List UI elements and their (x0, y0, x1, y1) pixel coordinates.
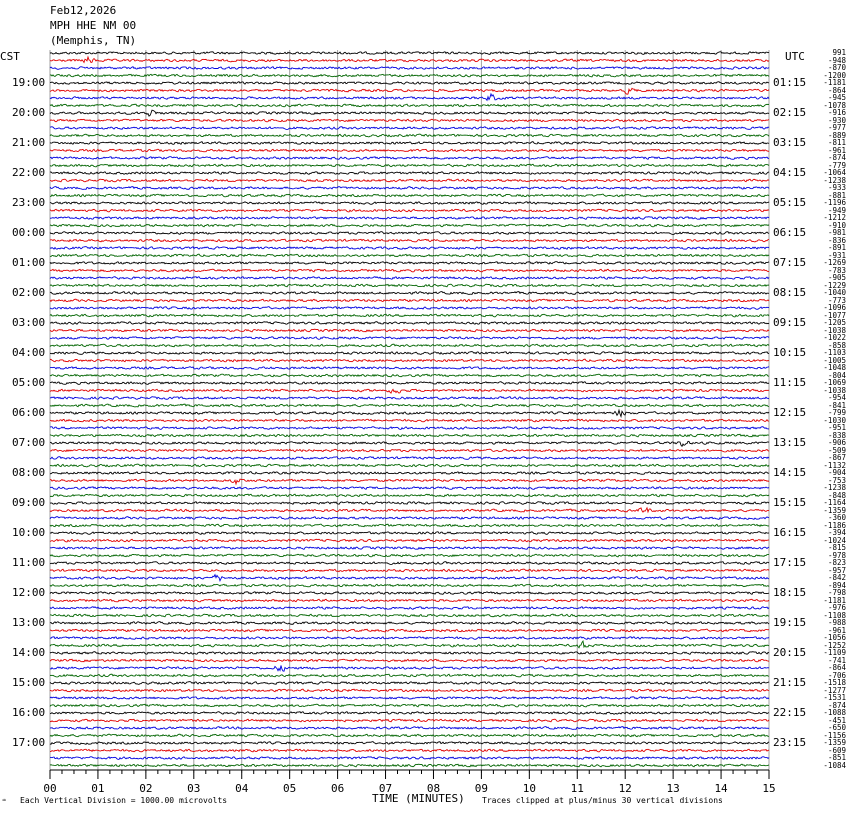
row-value: -1238 (823, 483, 846, 492)
right-hour-label: 11:15 (773, 376, 807, 389)
row-value: -836 (827, 235, 846, 245)
left-hour-label: 11:00 (12, 556, 46, 569)
trace-row-90 (50, 727, 769, 730)
row-value: -1196 (823, 198, 846, 207)
x-tick-label: 07 (378, 782, 393, 795)
trace-row-19 (50, 194, 769, 197)
left-hour-label: 01:00 (12, 256, 46, 269)
row-value: -906 (827, 438, 846, 447)
trace-row-40 (50, 352, 769, 355)
x-tick-label: 09 (474, 782, 489, 795)
right-hour-label: 15:15 (773, 496, 807, 509)
station-label: MPH HHE NM 00 (50, 19, 137, 32)
trace-row-12 (50, 142, 769, 145)
right-hour-label: 10:15 (773, 346, 807, 359)
row-value: -977 (827, 123, 846, 132)
trace-row-63 (50, 524, 769, 527)
row-value: -949 (827, 205, 846, 215)
row-value: -916 (827, 108, 846, 117)
x-tick-label: 11 (570, 782, 584, 795)
x-tick-label: 05 (283, 782, 297, 795)
x-tick-label: 15 (762, 782, 776, 795)
right-timezone-label: UTC (785, 50, 805, 63)
left-hour-label: 07:00 (12, 436, 46, 449)
trace-row-61 (50, 508, 769, 512)
trace-row-26 (50, 247, 769, 250)
row-value: -954 (827, 393, 846, 402)
right-hour-label: 23:15 (773, 736, 807, 749)
row-value: -799 (827, 408, 846, 417)
trace-row-9 (50, 119, 769, 122)
trace-row-37 (50, 329, 769, 332)
left-hour-label: 14:00 (12, 646, 46, 659)
row-value: -1156 (823, 730, 846, 740)
row-value: -783 (827, 265, 846, 275)
row-value: -360 (827, 513, 846, 522)
row-value: -1229 (823, 280, 846, 290)
trace-row-46 (50, 397, 769, 400)
left-hour-label: 20:00 (12, 106, 46, 119)
row-value: -905 (827, 273, 846, 282)
trace-row-76 (50, 622, 769, 625)
trace-row-87 (50, 704, 769, 707)
row-value: -798 (827, 588, 846, 597)
right-hour-label: 21:15 (773, 676, 807, 689)
trace-row-29 (50, 269, 769, 272)
x-tick-label: 03 (187, 782, 201, 795)
trace-row-41 (50, 359, 769, 362)
trace-row-70 (50, 575, 769, 581)
trace-row-8 (50, 110, 769, 116)
trace-row-28 (50, 262, 769, 265)
trace-row-59 (50, 494, 769, 497)
trace-row-77 (50, 629, 769, 632)
trace-row-11 (50, 134, 769, 137)
trace-row-3 (50, 74, 769, 77)
trace-row-79 (50, 641, 769, 648)
row-value: -1069 (823, 378, 846, 387)
trace-row-36 (50, 322, 769, 325)
trace-row-58 (50, 487, 769, 490)
left-hour-label: 05:00 (12, 376, 46, 389)
row-value: -841 (827, 400, 846, 410)
row-value: -1056 (823, 633, 846, 642)
row-value: -1277 (823, 685, 846, 695)
row-value: -842 (827, 573, 846, 582)
trace-row-48 (50, 410, 769, 416)
right-hour-label: 04:15 (773, 166, 807, 179)
left-hour-label: 19:00 (12, 76, 46, 89)
row-value: -804 (827, 370, 846, 380)
row-value: -1096 (823, 303, 846, 312)
row-value: -1088 (823, 708, 846, 717)
row-value: -864 (827, 663, 846, 672)
row-value: -1531 (823, 693, 846, 702)
trace-row-49 (50, 419, 769, 422)
row-value: -1022 (823, 333, 846, 342)
row-value: -889 (827, 130, 846, 140)
trace-row-32 (50, 292, 769, 295)
row-value: -1212 (823, 213, 846, 222)
row-value: -894 (827, 580, 846, 590)
trace-row-44 (50, 382, 769, 385)
left-hour-label: 08:00 (12, 466, 46, 479)
right-hour-label: 12:15 (773, 406, 807, 419)
trace-row-67 (50, 554, 769, 557)
row-value: -1238 (823, 175, 846, 185)
row-value: -609 (827, 745, 846, 755)
right-hour-label: 17:15 (773, 556, 807, 569)
row-value: -988 (827, 618, 846, 627)
row-value: -451 (827, 715, 846, 725)
trace-row-81 (50, 659, 769, 662)
trace-row-71 (50, 584, 769, 587)
x-tick-label: 06 (330, 782, 345, 795)
x-tick-label: 00 (43, 782, 57, 795)
scale-note: Each Vertical Division = 1000.00 microvolts (20, 796, 228, 805)
row-value: -753 (827, 475, 846, 485)
trace-row-94 (50, 757, 769, 760)
row-value: -1064 (823, 168, 846, 177)
left-hour-label: 23:00 (12, 196, 46, 209)
trace-row-2 (50, 67, 769, 70)
trace-row-45 (50, 389, 769, 393)
trace-row-50 (50, 427, 769, 430)
trace-layer (50, 52, 769, 767)
left-timezone-label: CST (0, 50, 20, 63)
trace-row-30 (50, 277, 769, 280)
row-value: -811 (827, 138, 846, 147)
row-value: -957 (827, 565, 846, 575)
trace-row-4 (50, 82, 769, 85)
row-value: -904 (827, 468, 846, 477)
left-hour-label: 22:00 (12, 166, 46, 179)
left-hour-label: 02:00 (12, 286, 46, 299)
trace-row-91 (50, 734, 769, 737)
trace-row-0 (50, 52, 769, 55)
trace-row-62 (50, 517, 769, 520)
row-value: -1181 (823, 78, 846, 87)
trace-row-13 (50, 149, 769, 152)
logo-mark: ♒ (2, 796, 7, 804)
left-hour-label: 03:00 (12, 316, 46, 329)
row-value: -1518 (823, 678, 846, 687)
right-hour-label: 20:15 (773, 646, 807, 659)
row-value: -891 (827, 243, 846, 252)
left-hour-label: 12:00 (12, 586, 46, 599)
trace-row-55 (50, 464, 769, 467)
left-hour-label: 09:00 (12, 496, 46, 509)
row-value: -976 (827, 603, 846, 612)
trace-row-47 (50, 404, 769, 407)
row-value: -931 (827, 250, 846, 260)
row-value: -978 (827, 550, 846, 560)
row-value: -867 (827, 453, 846, 462)
right-hour-label: 13:15 (773, 436, 807, 449)
trace-row-16 (50, 172, 769, 175)
trace-row-78 (50, 637, 769, 640)
row-value: -1084 (823, 760, 846, 770)
trace-row-73 (50, 599, 769, 602)
row-value: -1038 (823, 385, 846, 395)
left-hour-label: 17:00 (12, 736, 46, 749)
trace-row-38 (50, 337, 769, 340)
row-value: -1164 (823, 498, 846, 507)
trace-row-53 (50, 449, 769, 452)
right-hour-label: 08:15 (773, 286, 807, 299)
row-value: -961 (827, 625, 846, 635)
trace-row-42 (50, 367, 769, 370)
row-value: -1048 (823, 363, 846, 372)
x-tick-label: 10 (522, 782, 536, 795)
row-value: -1030 (823, 415, 846, 425)
right-hour-label: 03:15 (773, 136, 807, 149)
x-tick-label: 01 (91, 782, 105, 795)
row-value: -1205 (823, 318, 846, 327)
trace-row-82 (50, 666, 769, 672)
x-tick-label: 08 (426, 782, 441, 795)
row-value: -851 (827, 753, 846, 762)
row-value: -1103 (823, 348, 846, 357)
trace-row-34 (50, 307, 769, 310)
x-tick-label: 04 (235, 782, 249, 795)
trace-row-84 (50, 682, 769, 685)
trace-row-14 (50, 157, 769, 160)
trace-row-85 (50, 689, 769, 692)
row-value: -823 (827, 558, 846, 567)
row-value: -961 (827, 145, 846, 155)
row-value: -1109 (823, 648, 846, 657)
row-value: -773 (827, 295, 846, 305)
date-label: Feb12,2026 (50, 4, 117, 17)
trace-row-60 (50, 502, 769, 505)
trace-row-22 (50, 217, 769, 220)
left-hour-label: 16:00 (12, 706, 46, 719)
trace-row-69 (50, 569, 769, 572)
trace-row-54 (50, 457, 769, 460)
row-value: -948 (827, 55, 846, 65)
row-value: -981 (827, 228, 846, 237)
row-value: -741 (827, 655, 846, 665)
left-hour-label: 06:00 (12, 406, 46, 419)
row-value: -1132 (823, 460, 846, 470)
trace-row-89 (50, 719, 769, 722)
trace-row-51 (50, 434, 769, 437)
right-hour-label: 01:15 (773, 76, 807, 89)
row-value: -1108 (823, 610, 846, 620)
row-value: -864 (827, 85, 846, 95)
row-value: -1359 (823, 738, 846, 747)
trace-row-74 (50, 607, 769, 610)
row-value: -1200 (823, 70, 846, 80)
x-axis-label: TIME (MINUTES) (372, 792, 465, 805)
row-value: -933 (827, 183, 846, 192)
x-tick-label: 12 (618, 782, 632, 795)
left-hour-label: 04:00 (12, 346, 46, 359)
row-value: -509 (827, 445, 846, 455)
row-value: -881 (827, 190, 846, 200)
row-value: -1359 (823, 505, 846, 515)
row-value: -1077 (823, 310, 846, 320)
trace-row-39 (50, 344, 769, 347)
trace-row-6 (50, 94, 769, 100)
trace-row-27 (50, 254, 769, 257)
row-value: -870 (827, 63, 846, 72)
trace-row-68 (50, 562, 769, 565)
trace-row-57 (50, 479, 769, 484)
trace-row-92 (50, 742, 769, 745)
row-value: -910 (827, 220, 846, 230)
right-hour-label: 14:15 (773, 466, 807, 479)
right-hour-label: 09:15 (773, 316, 807, 329)
trace-row-65 (50, 539, 769, 542)
trace-row-86 (50, 697, 769, 700)
row-value: -1252 (823, 640, 846, 650)
trace-row-5 (50, 88, 769, 94)
right-hour-label: 19:15 (773, 616, 807, 629)
row-value: -706 (827, 670, 846, 680)
trace-row-52 (50, 441, 769, 446)
row-value: -394 (827, 528, 846, 537)
row-value: -815 (827, 543, 846, 552)
row-value: -1078 (823, 100, 846, 110)
clip-note: Traces clipped at plus/minus 30 vertical divisions (482, 796, 723, 805)
trace-row-17 (50, 179, 769, 182)
location-label: (Memphis, TN) (50, 34, 137, 47)
trace-row-31 (50, 284, 769, 287)
trace-row-95 (50, 764, 769, 767)
right-hour-label: 18:15 (773, 586, 807, 599)
row-value: -1040 (823, 288, 846, 297)
row-value: -1269 (823, 258, 846, 267)
trace-row-21 (50, 209, 769, 212)
trace-row-18 (50, 187, 769, 190)
row-value: -1024 (823, 535, 846, 545)
trace-row-83 (50, 674, 769, 677)
right-hour-label: 22:15 (773, 706, 807, 719)
trace-row-1 (50, 57, 769, 62)
row-value: 991 (832, 48, 846, 57)
left-hour-label: 00:00 (12, 226, 46, 239)
row-value: -1005 (823, 355, 846, 365)
trace-row-20 (50, 202, 769, 205)
trace-row-80 (50, 652, 769, 655)
row-value: -951 (827, 423, 846, 432)
trace-row-10 (50, 127, 769, 130)
row-value: -838 (827, 430, 846, 440)
row-value: -1038 (823, 325, 846, 335)
x-tick-label: 02 (139, 782, 153, 795)
row-value: -874 (827, 700, 846, 710)
left-hour-label: 15:00 (12, 676, 46, 689)
right-hour-label: 07:15 (773, 256, 807, 269)
right-hour-label: 05:15 (773, 196, 807, 209)
trace-row-93 (50, 749, 769, 752)
right-hour-label: 02:15 (773, 106, 807, 119)
trace-row-23 (50, 224, 769, 227)
trace-row-64 (50, 532, 769, 535)
left-hour-label: 21:00 (12, 136, 46, 149)
row-value: -848 (827, 490, 846, 500)
right-hour-label: 16:15 (773, 526, 807, 539)
row-value: -874 (827, 153, 846, 162)
trace-row-35 (50, 314, 769, 317)
trace-row-43 (50, 374, 769, 377)
trace-row-66 (50, 547, 769, 550)
trace-row-56 (50, 472, 769, 475)
trace-row-25 (50, 239, 769, 242)
row-value: -779 (827, 160, 846, 170)
trace-row-88 (50, 712, 769, 715)
row-value: -930 (827, 115, 846, 125)
left-hour-label: 10:00 (12, 526, 46, 539)
trace-row-15 (50, 164, 769, 167)
row-value: -1186 (823, 520, 846, 530)
left-hour-label: 13:00 (12, 616, 46, 629)
x-tick-label: 13 (666, 782, 680, 795)
row-value: -1181 (823, 595, 846, 605)
right-hour-label: 06:15 (773, 226, 807, 239)
x-tick-label: 14 (714, 782, 728, 795)
row-value: -858 (827, 340, 846, 350)
trace-row-72 (50, 592, 769, 595)
trace-row-24 (50, 232, 769, 235)
trace-row-75 (50, 614, 769, 617)
trace-row-7 (50, 104, 769, 107)
row-value: -650 (827, 723, 846, 732)
row-value: -945 (827, 93, 846, 102)
trace-row-33 (50, 299, 769, 302)
